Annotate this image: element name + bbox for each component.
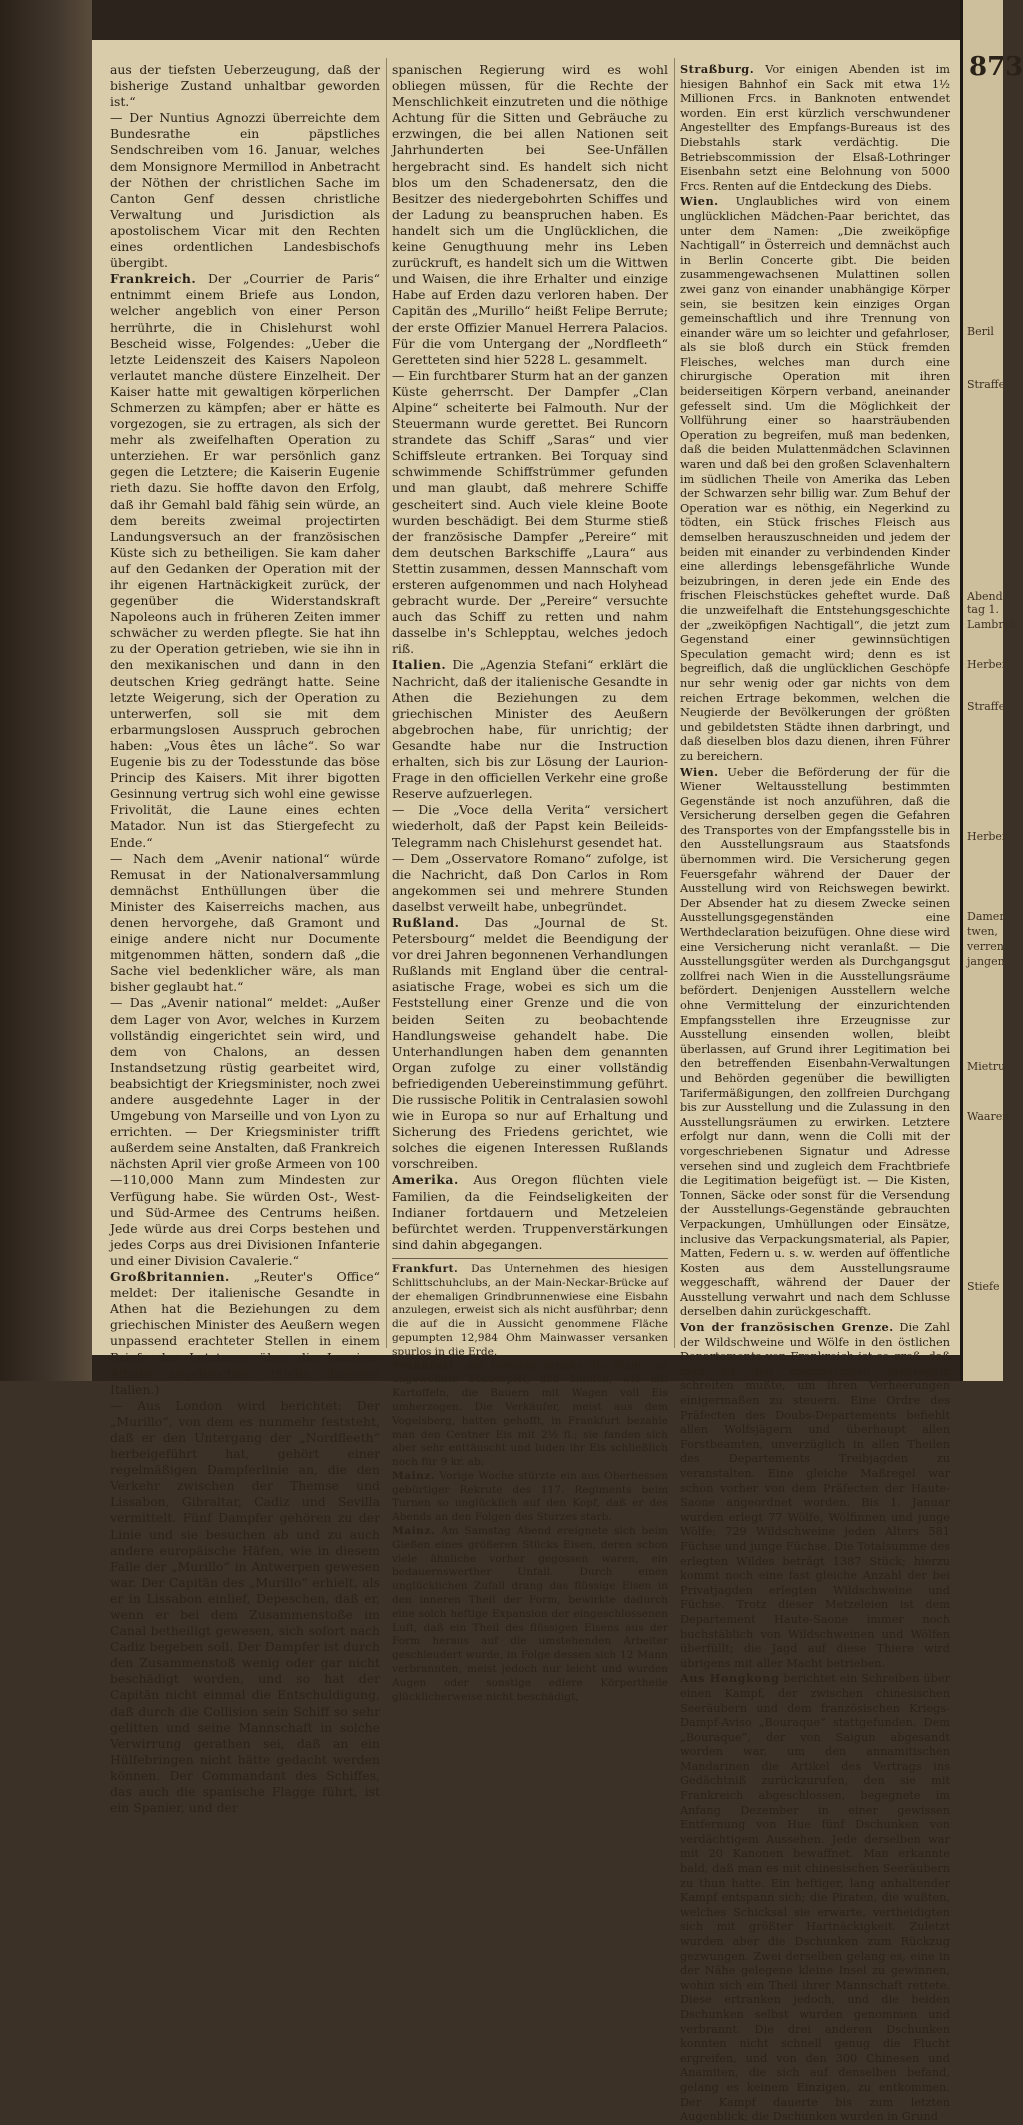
text-fragment: twen,	[967, 925, 998, 938]
article-section	[392, 1470, 668, 1525]
text-fragment: Lambreh	[967, 618, 1018, 631]
article-section	[392, 1525, 668, 1704]
newspaper-page	[92, 40, 960, 2124]
article-section	[392, 915, 668, 1173]
section-heading: Rußland.	[392, 914, 460, 930]
article-paragraph: — Nach dem „Avenir national“ würde Remusat in der Nationalversammlung demnächst Enthüllungen über die Minister des Kaiserreichs machen, aus denen hervorgehe, daß Gramont und einige andere nicht nur Documente mitgenommen hätten, sondern daß „die Sache viel bedenklicher wäre, als man bisher geglaubt hat.“	[110, 850, 380, 995]
section-heading: Wien.	[680, 194, 719, 209]
text-fragment: Beril	[967, 325, 994, 338]
text-fragment: jangen	[967, 955, 1005, 968]
section-heading: Straßburg.	[680, 62, 755, 76]
article-text: Der „Courrier de Paris“ entnimmt einem Briefe aus London, welcher angeblich von einer Person herrührte, die in Chislehurst wohl Bescheid wisse, Folgendes: „Ueber die letzte Leidenszeit des Kaisers Napoleon verlautet manche düstere Einzelheit. Der Kaiser hatte mit gewaltigen körperlichen Schmerzen zu kämpfen; aber er hätte es vorgezogen, sie zu ertragen, als sich der mehr als zweifelhaften Operation zu unterziehen. Er war persönlich ganz gegen die Letztere; die Kaiserin Eugenie rieth dazu. Sie hoffte davon den Erfolg, daß ihr Gemahl bald fähig sein würde, an dem bereits zweimal projectirten Landungsversuch an der französischen Küste sich zu betheiligen. Sie kam daher auf den Gedanken der Operation mit der ihr eigenen Hartnäckigkeit zurück, der gegenüber die Widerstandskraft Napoleons auch in früheren Zeiten immer schwächer zu werden pflegte. Sie hat ihn zu der Operation getrieben, wie sie ihn in den mexikanischen und dann in den deutschen Krieg gedrängt hatte. Seine letzte Weigerung, sich der Operation zu unterwerfen, soll sie mit dem erbarmungslosen Ausspruch gebrochen haben: „Vous êtes un lâche“. So war Eugenie bis zu der Todesstunde das böse Princip des Kaisers. Mit ihrer bigotten Gesinnung vertrug sich wohl eine gewisse Frivolität, die Laune eines echten Matador. Nun ist das Stiergefecht zu Ende.“	[110, 271, 380, 850]
column-3	[680, 62, 951, 2124]
article-section	[110, 271, 380, 850]
text-fragment: Waaren	[967, 1110, 1010, 1123]
text-fragment: Straffe	[967, 378, 1006, 391]
article-section	[110, 1269, 380, 1398]
text-fragment: Abend	[967, 590, 1003, 603]
text-fragment: Herbei	[967, 830, 1006, 843]
section-heading: Italien.	[392, 657, 447, 673]
article-section	[392, 657, 668, 802]
article-section	[392, 1360, 668, 1470]
article-section	[680, 62, 950, 194]
column-rule	[386, 58, 387, 1348]
section-heading: Wien.	[680, 764, 719, 779]
article-text: Die Zahl der Wildschweine und Wölfe in den östlichen Departements von Frankreich ist so groß, daß man zu den energischsten Maßregeln schreiten mußte, um ihren Verheerungen einigermaßen zu steuern. Eine Ordre des Präfecten des Doubs-Departements befiehlt allen Wolfsjägern und überhaupt allen Forstbeamten, unverzüglich in allen Theilen des Departements Treibjagden zu veranstalten. Eine gleiche Maßregel war schon vorher von dem Präfecten der Haute-Saone angeordnet worden. Bis 1. Januar wurden erlegt 77 Wölfe, Wölfinnen und junge Wölfe; 729 Wildschweine jeden Alters 581 Füchse und junge Füchse. Die Totalsumme des erlegten Wildes beträgt 1387 Stück; hierzu kommt noch eine fast gleiche Anzahl der bei Privatjagden erlegten Wildschweine und Füchse. Trotz dieser Metzeleien ist dem Departement Haute-Saone immer noch buchstäblich von Wildschweinen und Wölfen überfüllt; die Jagd auf diese Thiere wird übrigens mit aller Macht betrieben.	[680, 1321, 951, 1670]
article-text: Das „Journal de St. Petersbourg“ meldet die Beendigung der vor drei Jahren begonnenen Verhandlungen Rußlands mit England über die central-asiatische Frage, wobei es sich um die Feststellung einer Grenze und die von beiden Seiten zu beobachtende Handlungsweise gehandelt habe. Die Unterhandlungen haben dem genannten Organ zufolge zu einer vollständig befriedigenden Uebereinstimmung geführt. Die russische Politik in Centralasien sowohl wie in Europa so nur auf Erhaltung und Sicherung des Friedens gerichtet, wie solches die eigenen Interessen Rußlands vorschreiben.	[392, 914, 668, 1172]
section-heading: Frankfurt.	[392, 1359, 459, 1372]
text-fragment: Herbei	[967, 658, 1006, 671]
article-paragraph: — Der Nuntius Agnozzi überreichte dem Bundesrathe ein päpstliches Sendschreiben vom 16. Januar, welches dem Monsignore Mermillod in Anbetracht der Nöthen der christlichen Sache im Canton Genf dessen christliche Verwaltung und Jurisdiction als apostolischem Vicar mit den Rechten eines ordentlichen Landesbischofs übergibt.	[110, 110, 380, 271]
section-divider	[392, 1258, 668, 1259]
article-text: Am Samstag erlebte die Stadt das ungewohnte Schauspiel, daß ähnlich, wie mit Kartoffeln, die Bauern mit Wagen voll Eis umherzogen. Die Verkäufer, meist aus dem Vogelsberg, hatten gehofft, in Frankfurt bezahle man den Centner Eis mit 2½ fl.; sie fanden sich aber sehr enttäuscht und luden ihr Eis schließlich noch für 9 kr. ab.	[392, 1359, 668, 1469]
section-heading: Großbritannien.	[110, 1269, 230, 1285]
article-text: Die „Agenzia Stefani“ erklärt die Nachricht, daß der italienische Gesandte in Athen die Beziehungen zu dem griechischen Minister des Aeußern abgebrochen habe, für unrichtig; der Gesandte habe nur die Instruction erhalten, sich bis zur Lösung der Laurion-Frage in den officiellen Verkehr eine große Reserve aufzuerlegen.	[392, 657, 668, 802]
article-text: Am Samstag Abend ereignete sich beim Gießen eines größeren Stücks Eisen, deren schon viele ähnliche vorher gegossen waren, ein bedauernswerther Unfall. Durch einen unglücklichen Zufall drang das flüssige Eisen in den inneren Theil der Form, bewirkte dadurch eine solch heftige Expansion der eingeschlossenen Luft, daß ein Theil des flüssigen Eisens aus der Form heraus auf die umstehenden Arbeiter geschleudert wurde, in Folge dessen sich 12 Mann verbrannten, meist jedoch nur leicht und wurden Augen oder sonstige edlere Körpertheile glücklicherweise nicht beschädigt,	[392, 1525, 668, 1703]
article-text: Vor einigen Abenden ist im hiesigen Bahnhof ein Sack mit etwa 1½ Millionen Frcs. in Banknoten entwendet worden. Ein erst kürzlich verschwundener Angestellter des Empfangs-Bureaus ist des Diebstahls stark verdächtig. Die Betriebscommission der Elsaß-Lothringer Eisenbahn setzt eine Belohnung von 5000 Frcs. Renten auf die Entdeckung des Diebs.	[680, 63, 951, 193]
section-heading: Mainz.	[392, 1469, 436, 1482]
book-binding-top	[92, 0, 1000, 40]
text-fragment: Mietru	[967, 1060, 1006, 1073]
column-1	[110, 62, 380, 1816]
section-heading: Frankfurt.	[392, 1262, 459, 1275]
article-section	[680, 1671, 950, 2124]
article-section	[392, 1263, 668, 1360]
article-paragraph: — Dem „Osservatore Romano“ zufolge, ist die Nachricht, daß Don Carlos in Rom angekommen sei und mehrere Stunden daselbst verweilt habe, unbegründet.	[392, 850, 668, 914]
page-number: 873	[969, 52, 1023, 82]
column-rule	[674, 58, 675, 1348]
text-fragment: verren	[967, 940, 1004, 953]
section-heading: Aus Hongkong	[680, 1671, 780, 1686]
article-paragraph: — Ein furchtbarer Sturm hat an der ganzen Küste geherrscht. Der Dampfer „Clan Alpine“ scheiterte bei Falmouth. Nur der Steuermann wurde gerettet. Bei Runcorn strandete das Schiff „Saras“ und vier Schiffsleute ertranken. Bei Torquay sind schwimmende Schiffstrümmer gefunden und man glaubt, daß mehrere Schiffe gescheitert sind. Auch viele kleine Boote wurden beschädigt. Bei dem Sturme stieß der französische Dampfer „Pereire“ mit dem deutschen Barkschiffe „Laura“ aus Stettin zusammen, dessen Mannschaft vom ersteren aufgenommen und nach Holyhead gebracht wurde. Der „Pereire“ versuchte auch das Schiff zu retten und nahm dasselbe in's Schlepptau, welches jedoch riß.	[392, 367, 668, 657]
column-2	[392, 62, 668, 1703]
article-paragraph: aus der tiefsten Ueberzeugung, daß der bisherige Zustand unhaltbar geworden ist.“	[110, 62, 380, 110]
article-text: Vorige Woche stürzte ein aus Oberhessen gebürtiger Rekrute des 117. Regiments beim Turnen so unglücklich auf den Kopf, daß er des Abends an den Folgen des Sturzes starb.	[392, 1469, 668, 1524]
article-text: Unglaubliches wird von einem unglücklichen Mädchen-Paar berichtet, das unter dem Namen: „Die zweiköpfige Nachtigall“ in Österreich und demnächst auch in Berlin Concerte gibt. Die beiden zusammengewachsenen Mulattinen sollen zwei ganz von einander unabhängige Körper sein, sie besitzen kein einziges Organ gemeinschaftlich und ihre Trennung von einander wäre um so leichter und gefahrloser, als sie bloß durch ein Stück fremden Fleisches, welches man durch eine chirurgische Operation mit ihren beiderseitigen Körpern verband, aneinander gefesselt sind. Um die Möglichkeit der Vollführung einer so haarsträubenden Operation zu begreifen, muß man bedenken, daß die beiden Mulattenmädchen Sclavinnen waren und daß bei den großen Sclavenhaltern im südlichen Theile von Amerika das Leben der Schwarzen sehr billig war. Zum Behuf der Operation war es nöthig, ein Negerkind zu tödten, ein Stück frisches Fleisch aus demselben herauszuschneiden und jedem der beiden mit einander zu verbindenden Kinder eine allerdings lebensgefährliche Wunde beizubringen, in deren jede ein Ende des frischen Fleischstückes geheftet wurde. Daß die unzweifelhaft die Entstehungsgeschichte der „zweiköpfigen Nachtigall“, die jetzt zum Gegenstand einer gewinnsüchtigen Speculation gemacht wird; denn es ist begreiflich, daß die unglücklichen Geschöpfe nur sehr wenig oder gar nichts von dem reichen Ertrage bekommen, welchen die Neugierde der Bevölkerungen der größten und gebildetsten Städte ihnen darbringt, und daß dieselben blos dazu dienen, ihren Führer zu bereichern.	[680, 195, 950, 763]
article-paragraph: — Das „Avenir national“ meldet: „Außer dem Lager von Avor, welches in Kurzem vollständig eingerichtet sein wird, und dem von Chalons, an dessen Instandsetzung rüstig gearbeitet wird, beabsichtigt der Kriegsminister, noch zwei andere ausgedehnte Lager in der Umgebung von Marseille und von Lyon zu errichten. — Der Kriegsminister trifft außerdem seine Anstalten, daß Frankreich nächsten April vier große Armeen von 100—110,000 Mann zum Mindesten zur Verfügung habe. Sie würden Ost-, West- und Süd-Armee des Centrums heißen. Jede würde aus drei Corps bestehen und jedes Corps aus drei Divisionen Infanterie und einer Division Cavalerie.“	[110, 995, 380, 1268]
article-paragraph: spanischen Regierung wird es wohl obliegen müssen, für die Rechte der Menschlichkeit einzutreten und die nöthige Achtung für die Sitten und Gebräuche zu erzwingen, die bei allen Nationen seit Jahrhunderten bei See-Unfällen hergebracht sind. Es handelt sich nicht blos um den Schadenersatz, den die Besitzer des niedergebohrten Schiffes und der Ladung zu beanspruchen haben. Es handelt sich um die Unglücklichen, die keine Genugthuung mehr ins Leben zurückruft, es handelt sich um die Wittwen und Waisen, die ihre Erhalter und einzige Habe auf Erden dazu verloren haben. Der Capitän des „Murillo“ heißt Felipe Berrute; der erste Offizier Manuel Herrera Palacios. Für die vom Untergang der „Nordfleeth“ Geretteten sind hier 5228 L. gesammelt.	[392, 62, 668, 367]
article-section	[680, 194, 950, 764]
adjacent-page-edge	[960, 0, 1023, 1381]
section-heading: Amerika.	[392, 1172, 459, 1188]
section-heading: Frankreich.	[110, 271, 197, 287]
section-heading: Mainz.	[392, 1525, 436, 1538]
article-text: „Reuter's Office“ meldet: Der italienische Gesandte in Athen hat die Beziehungen zu dem griechischen Minister des Aeußern wegen unpassend erachteter Stellen in einem Briefe des Letzteren über die Laurion-Affaire abgebrochen. (Siehe dagegen Italien.)	[110, 1269, 380, 1397]
article-text: Das Unternehmen des hiesigen Schlittschuhclubs, an der Main-Neckar-Brücke auf der ehemaligen Grindbrunnenwiese eine Eisbahn anzulegen, erweist sich als nicht ausführbar; denn die auf die in Aussicht genommene Fläche gepumpten 12,984 Ohm Mainwasser versanken spurlos in die Erde.	[392, 1262, 668, 1358]
text-fragment: Stiefe	[967, 1280, 1000, 1293]
text-fragment: Damer,	[967, 910, 1007, 923]
article-paragraph: — Die „Voce della Verita“ versichert wiederholt, daß der Papst kein Beileids-Telegramm nach Chislehurst gesendet hat.	[392, 802, 668, 850]
text-fragment: Straffe	[967, 700, 1006, 713]
section-heading: Von der französischen Grenze.	[680, 1320, 894, 1335]
text-fragment: tag 1.	[967, 603, 1000, 616]
article-paragraph: — Aus London wird berichtet: Der „Murillo“, von dem es nunmehr feststeht, daß er den Untergang der „Nordfleeth“ herbeigeführt hat, gehört einer regelmäßigen Dampferlinie an, die den Verkehr zwischen der Themse und Lissabon, Gibraltar, Cadiz und Sevilla vermittelt. Fünf Dampfer gehören zu der Linie und sie besuchen ab und zu auch andere europäische Häfen, wie in diesem Falle der „Murillo“ in Antwerpen gewesen war. Der Capitän des „Murillo“ erhielt, als er in Lissabon einlief, Depeschen, daß er, wenn er bei dem Zusammenstoße im Canal betheiligt gewesen, sich sofort nach Cadiz begeben soll. Der Dampfer ist durch den Zusammenstoß wenig oder gar nicht beschädigt worden, und so hat der Capitän nicht einmal die Entschuldigung, daß durch die Collision sein Schiff so sehr gelitten und seine Mannschaft in solche Verwirrung gerathen sei, daß an ein Hülfebringen nicht hätte gedacht werden können. Der Commandant des Schiffes, das auch die spanische Flagge führt, ist ein Spanier, und der	[110, 1397, 380, 1816]
article-text: berichtet ein Schreiben über einen Kampf, der zwischen chinesischen Seeräubern und dem französischen Kriegs-Dampf-Aviso „Bouraque“ stattgefunden. Dem „Bouraque“, der von Saigun abgesandt worden war, um den annamitischen Mandarinen die Artikel des Vertrags ins Gedächtniß zurückzurufen, den sie mit Frankreich abgeschlossen, begegnete im Anfang Dezember in einer gewissen Entfernung von Hue fünf Dschunken von verdächtigem Aussehen. Jede derselben war mit 20 Kanonen bewaffnet. Man erkannte bald, daß man es mit chinesischen Seeräubern zu thun hatte. Ein heftiger, lang anhaltender Kampf entspann sich; die Piraten, die wußten, welches Schicksal sie erwarte, vertheidigten sich mit größter Hartnäckigkeit. Zuletzt wurden aber die Dschunken zum Rückzug gezwungen. Zwei derselben gelang es, eine in der Nähe gelegene kleine Insel zu gewinnen, wohin sich ein Theil ihrer Mannschaft rettete. Diese ertranken jedoch, und die beiden Dschunken selbst wurden genommen und verbrannt. Die drei anderen Dschunken konnten nicht schnell genug die Flucht ergreifen, und von den 300 Chinesen und Anamiten, die sich auf denselben befand, gelang es keinem Einzigen, zu entkommen. Der Kampf dauerte bis zum letzten Augenblick; die Dschunken wurden in Grund	[680, 1672, 950, 2124]
article-section	[680, 1320, 950, 1671]
article-section	[680, 765, 950, 1321]
article-section	[392, 1172, 668, 1252]
article-text: Aus Oregon flüchten viele Familien, da die Feindseligkeiten der Indianer fortdauern und Metzeleien befürchtet werden. Truppenverstärkungen sind dahin abgegangen.	[392, 1172, 668, 1252]
article-text: Ueber die Beförderung der für die Wiener Weltausstellung bestimmten Gegenstände ist noch anzuführen, daß die Versicherung derselben gegen die Gefahren des Transportes von der Empfangsstelle bis in den Ausstellungsraum aus Staatsfonds übernommen wird. Die Versicherung gegen Feuersgefahr während der Dauer der Ausstellung wird von Reichswegen bewirkt. Der Absender hat zu diesem Zwecke seinen Ausstellungsgegenständen eine Werthdeclaration beizufügen. Ohne diese wird eine Versicherung nicht veranlaßt. — Die Ausstellungsgüter werden als Durchgangsgut zollfrei nach Wien in die Ausstellungsräume befördert. Denjenigen Ausstellern welche ohne Vermittelung der einzurichtenden Empfangsstellen ihre Erzeugnisse zur Ausstellung einsenden wollen, bleibt überlassen, auf Grund ihrer Legitimation bei den betreffenden Eisenbahn-Verwaltungen und Behörden gegenüber die bewilligten Tarifermäßigungen, den zollfreien Durchgang bis zur Ausstellung und die Zulassung in den Ausstellungsräumen zu erwirken. Letztere erfolgt nur dann, wenn die Colli mit der vorgeschriebenen Signatur und Adresse versehen sind und zugleich dem Frachtbriefe die Legitimation beigefügt ist. — Die Kisten, Tonnen, Säcke oder sonst für die Versendung der Ausstellungs-Gegenstände gebrauchten Verpackungen, Umhüllungen oder Einsätze, inclusive das Verpackungsmaterial, als Papier, Matten, Federn u. s. w. werden auf öffentliche Kosten aus dem Ausstellungsraume weggeschafft, während der Dauer der Ausstellung verwahrt und nach dem Schlusse derselben dahin zurückgeschafft.	[680, 765, 951, 1319]
book-binding-left	[0, 0, 92, 1381]
